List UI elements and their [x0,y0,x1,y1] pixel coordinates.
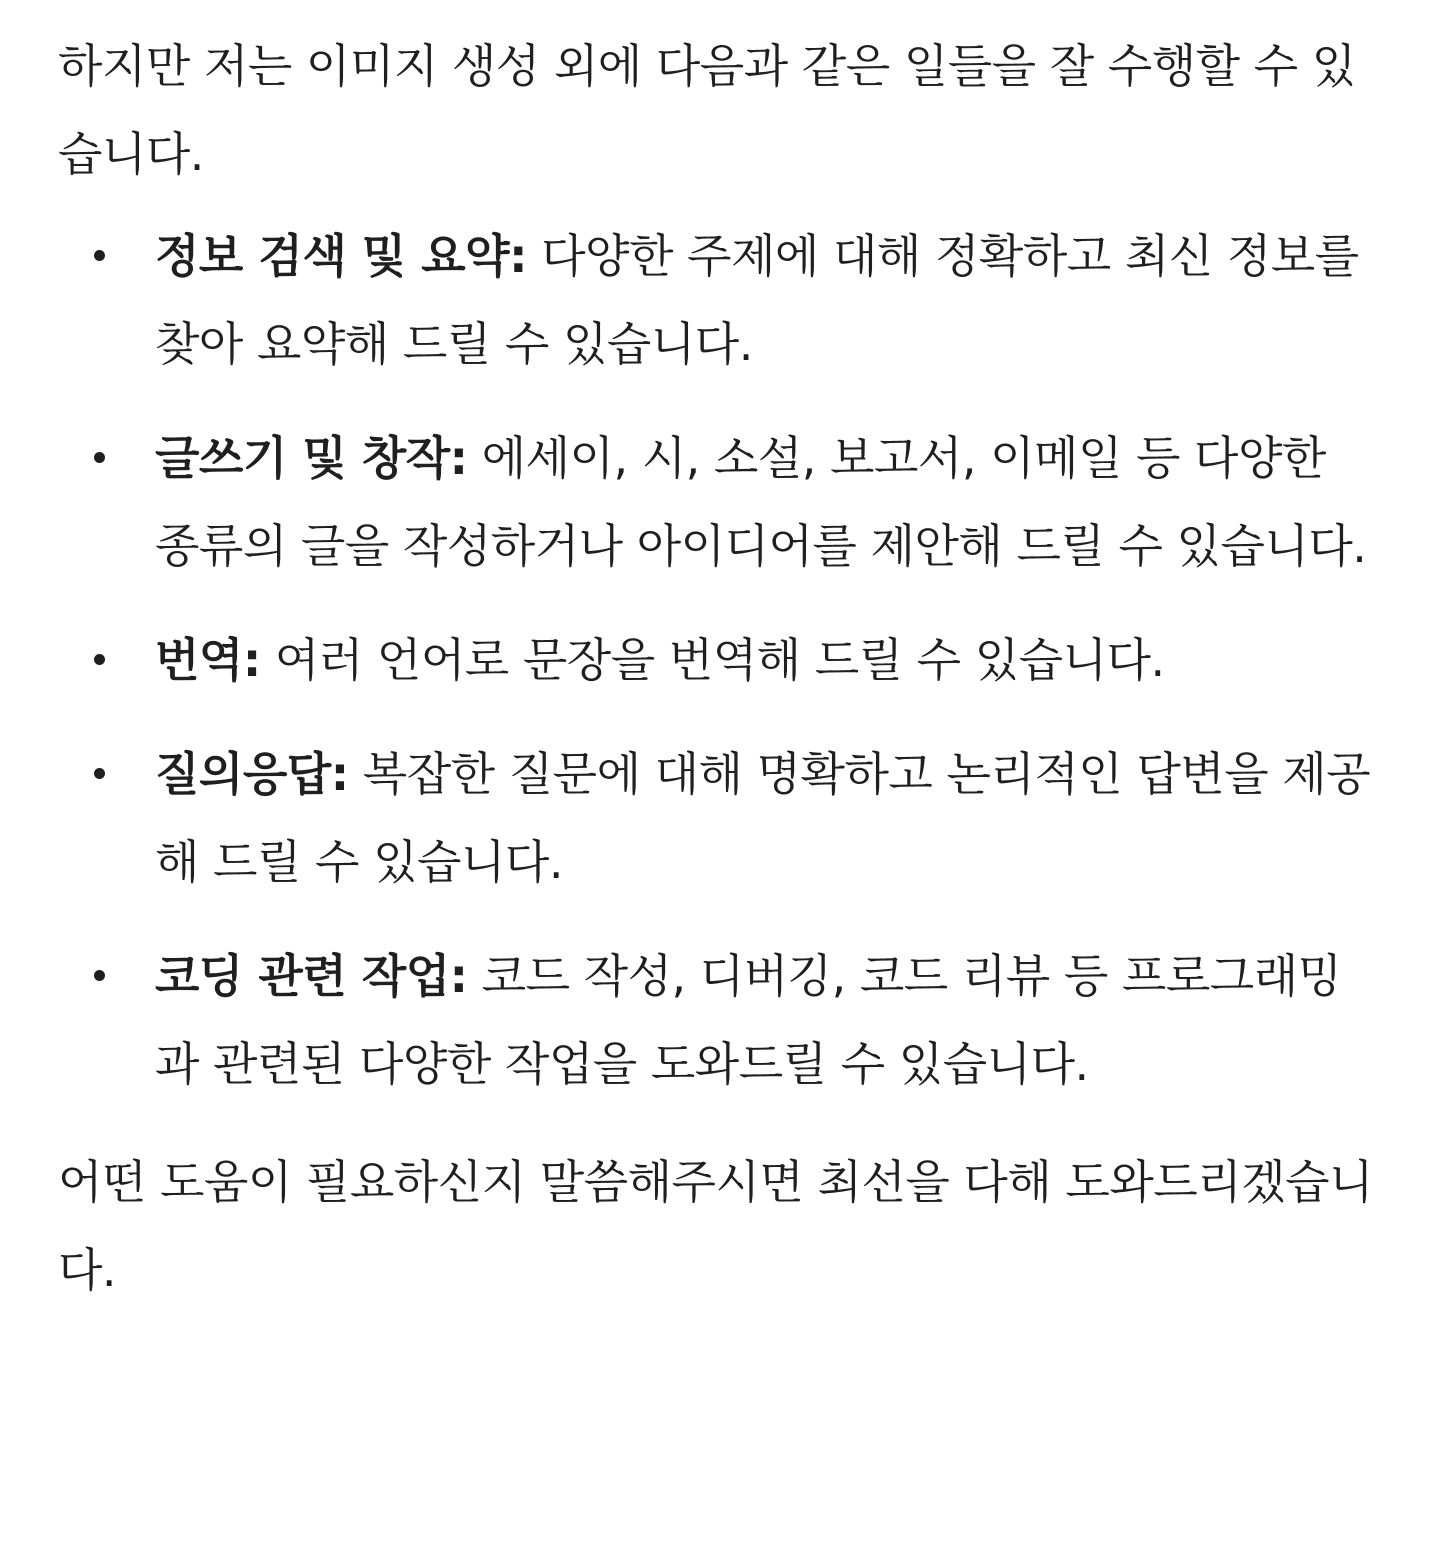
capability-description: 코드 작성, 디버깅, 코드 리뷰 등 프로그래밍과 관련된 다양한 작업을 도와드릴 수 있습니다. [155,949,1342,1091]
capability-description: 다양한 주제에 대해 정확하고 최신 정보를 찾아 요약해 드릴 수 있습니다. [155,229,1359,371]
capability-list [58,212,1380,1108]
intro-paragraph: 하지만 저는 이미지 생성 외에 다음과 같은 일들을 잘 수행할 수 있습니다. [58,39,1356,181]
outro-paragraph: 어떤 도움이 필요하신지 말씀해주시면 최선을 다해 도와드리겠습니다. [58,1155,1373,1297]
capability-term: 번역: [155,633,261,687]
capability-description: 에세이, 시, 소설, 보고서, 이메일 등 다양한 종류의 글을 작성하거나 아이디어를 제안해 드릴 수 있습니다. [155,431,1367,573]
capability-item-writing [58,414,1380,590]
capability-item-search-summary [58,212,1380,388]
capability-description: 여러 언어로 문장을 번역해 드릴 수 있습니다. [274,633,1165,687]
bullet-icon [94,970,105,981]
capability-term: 글쓰기 및 창작: [155,431,468,485]
capability-term: 정보 검색 및 요약: [155,229,527,283]
bullet-icon [94,250,105,261]
bullet-icon [94,768,105,779]
bullet-icon [94,452,105,463]
bullet-icon [94,654,105,665]
capability-term: 코딩 관련 작업: [155,949,468,1003]
capability-term: 질의응답: [155,747,349,801]
capability-item-coding [58,932,1380,1108]
capability-item-qa [58,730,1380,906]
capability-item-translation [58,616,1380,704]
capability-description: 복잡한 질문에 대해 명확하고 논리적인 답변을 제공해 드릴 수 있습니다. [155,747,1371,889]
